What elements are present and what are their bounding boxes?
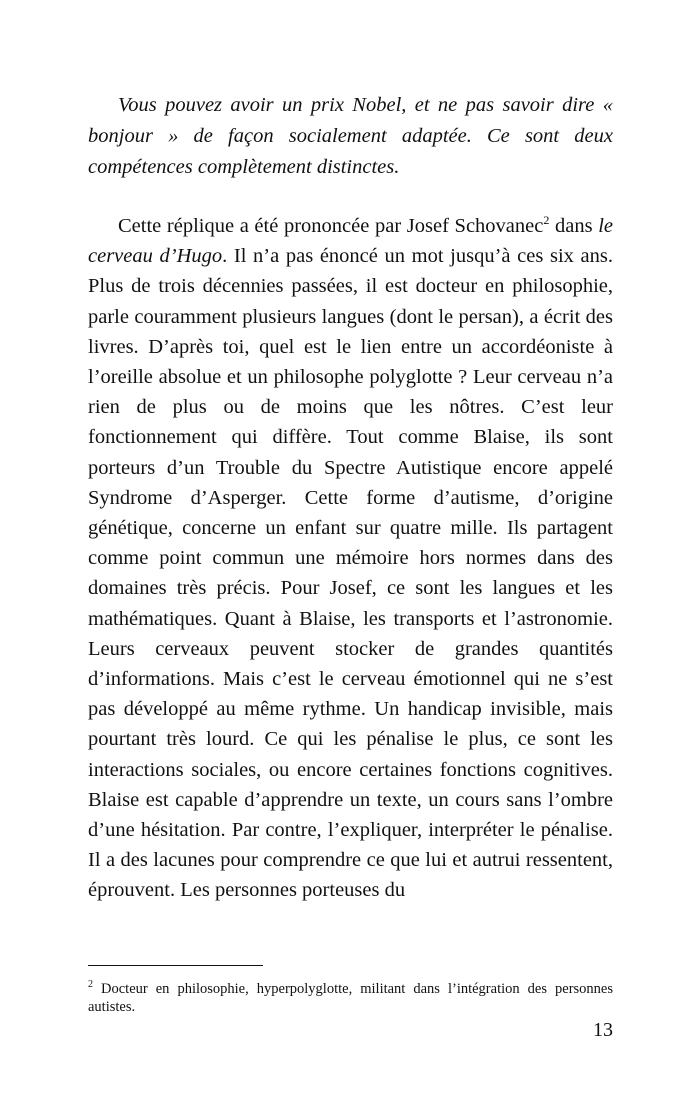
- footnote-reference[interactable]: 2: [543, 213, 550, 228]
- footnote-divider: [88, 965, 263, 966]
- book-title: le cerveau d’Hugo: [88, 215, 614, 268]
- paragraph-text-part1: Cette réplique a été prononcée par Josef Schovanec: [118, 215, 544, 237]
- footnote: [88, 980, 613, 1016]
- footnote-number: 2: [88, 979, 93, 991]
- paragraph-text-part3: . Il n’a pas énoncé un mot jusqu’à ces six ans. Plus de trois décennies passées, il est docteur en philosophie, parle couramment plusieurs langues (dont le persan), a écrit des livres. D’après toi, quel est le lien entre un accordéoniste à l’oreille absolue et un philosophe polyglotte ? Leur cerveau n’a rien de plus ou de moins que les nôtres. C’est leur fonctionnement qui diffère. Tout comme Blaise, ils sont porteurs d’un Trouble du Spectre Autistique encore appelé Syndrome d’Asperger. Cette forme d’autisme, d’origine génétique, concerne un enfant sur quatre mille. Ils partagent comme point commun une mémoire hors normes dans des domaines très précis. Pour Josef, ce sont les langues et les mathématiques. Quant à Blaise, les transports et l’astronomie. Leurs cerveaux peuvent stocker de grandes quantités d’informations. Mais c’est le cerveau émotionnel qui ne s’est pas développé au même rythme. Un handicap invisible, mais pourtant très lourd. Ce qui les pénalise le plus, ce sont les interactions sociales, ou encore certaines fonctions cognitives. Blaise est capable d’apprendre un texte, un cours sans l’ombre d’une hésitation. Par contre, l’expliquer, interpréter le pénalise. Il a des lacunes pour comprendre ce que lui et autrui ressentent, éprouvent. Les personnes porteuses du: [88, 245, 613, 902]
- paragraph-text-part2: dans: [549, 215, 599, 237]
- epigraph-quote: Vous pouvez avoir un prix Nobel, et ne pas savoir dire « bonjour » de façon socialement adaptée. Ce sont deux compétences complètement distinctes.: [88, 94, 613, 178]
- footnote-text: Docteur en philosophie, hyperpolyglotte, militant dans l’intégration des personnes autistes.: [88, 981, 613, 1015]
- body-paragraph: [88, 211, 613, 906]
- page-content: [88, 90, 613, 906]
- page-number: 13: [593, 1019, 613, 1041]
